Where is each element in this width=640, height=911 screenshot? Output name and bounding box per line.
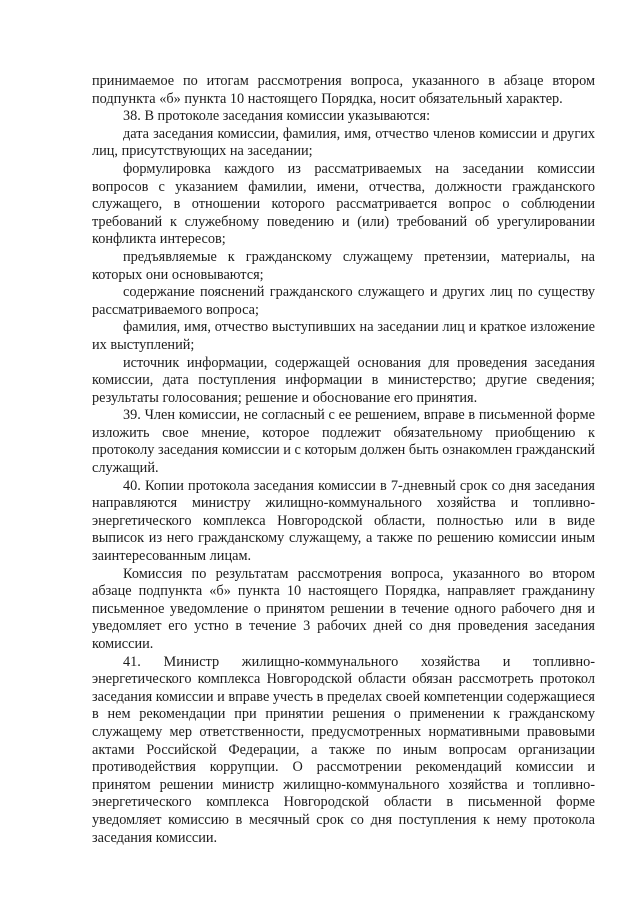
paragraph-38-item-date: дата заседания комиссии, фамилия, имя, отчество членов комиссии и других лиц, присутствующих на заседании; (92, 125, 595, 160)
paragraph-continuation: принимаемое по итогам рассмотрения вопроса, указанного в абзаце втором подпункта «б» пункта 10 настоящего Порядка, носит обязательный характер. (92, 73, 595, 107)
paragraph-38-item-wording: формулировка каждого из рассматриваемых на заседании комиссии вопросов с указанием фамилии, имени, отчества, должности гражданского служащего, в отношении которого рассматривается вопрос о соблюдении требований к служебному поведению и (или) требований об урегулировании конфликта интересов; (92, 160, 595, 248)
paragraph-38-item-source: источник информации, содержащей основания для проведения заседания комиссии, дата поступления информации в министерство; другие сведения; результаты голосования; решение и обоснование его принятия. (92, 354, 595, 406)
paragraph-41: 41. Министр жилищно-коммунального хозяйства и топливно-энергетического комплекса Новгородской области обязан рассмотреть протокол заседания комиссии и вправе учесть в пределах своей компетенции содержащиеся в нем рекомендации при принятии решения о применении к гражданскому служащему мер ответственности, предусмотренных нормативными правовыми актами Российской Федерации, а также по иным вопросам организации противодействия коррупции. О рассмотрении рекомендаций комиссии и принятом решении министр жилищно-коммунального хозяйства и топливно-энергетического комплекса Новгородской области в письменной форме уведомляет комиссию в месячный срок со дня поступления к нему протокола заседания комиссии. (92, 653, 595, 846)
paragraph-40: 40. Копии протокола заседания комиссии в 7-дневный срок со дня заседания направляются министру жилищно-коммунального хозяйства и топливно-энергетического комплекса Новгородской области, полностью или в виде выписок из него гражданскому служащему, а также по решению комиссии иным заинтересованным лицам. (92, 477, 595, 565)
paragraph-38-item-claims: предъявляемые к гражданскому служащему претензии, материалы, на которых они основываются; (92, 248, 595, 283)
paragraph-38: 38. В протоколе заседания комиссии указываются: (123, 108, 431, 125)
paragraph-38-item-speakers: фамилия, имя, отчество выступивших на заседании лиц и краткое изложение их выступлений; (92, 319, 595, 353)
paragraph-38-item-explanations: содержание пояснений гражданского служащего и других лиц по существу рассматриваемого вопроса; (92, 284, 595, 318)
paragraph-40-notification: Комиссия по результатам рассмотрения вопроса, указанного во втором абзаце подпункта «б» пункта 10 настоящего Порядка, направляет гражданину письменное уведомление о принятом решении в течение одного рабочего дня и уведомляет его устно в течение 3 рабочих дней со дня проведения заседания комиссии. (92, 565, 595, 652)
paragraph-39: 39. Член комиссии, не согласный с ее решением, вправе в письменной форме изложить свое мнение, которое подлежит обязательному приобщению к протоколу заседания комиссии и с которым должен быть ознакомлен гражданский служащий. (92, 407, 595, 477)
document-body (92, 73, 595, 847)
